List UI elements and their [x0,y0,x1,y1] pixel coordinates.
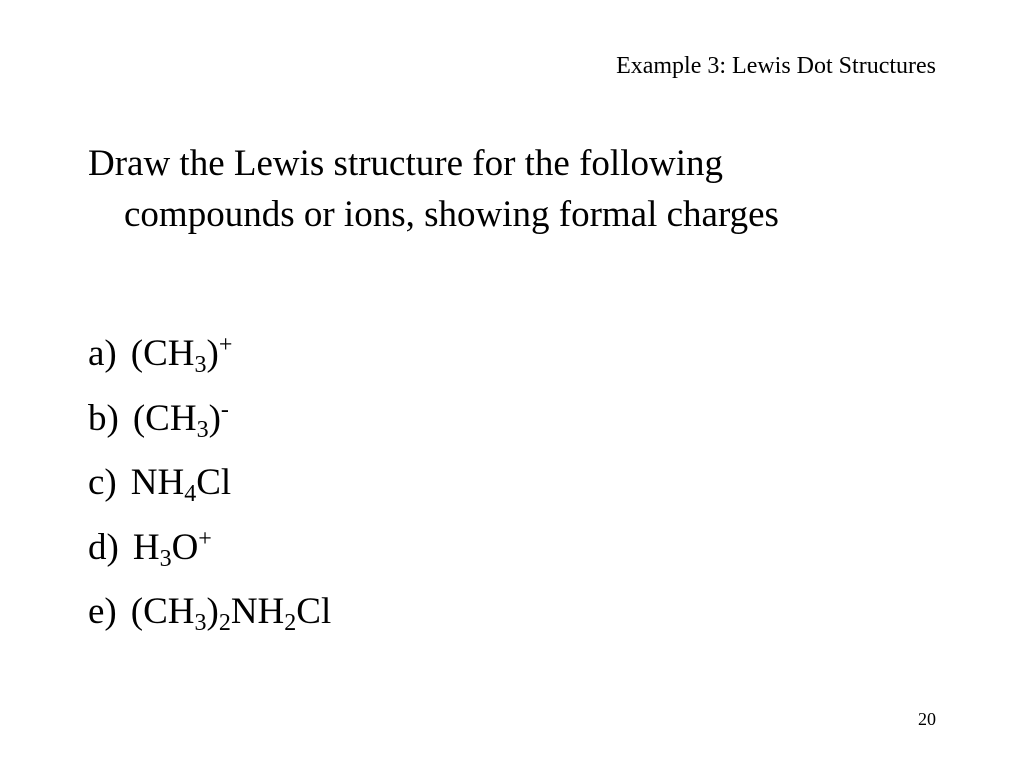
page-number: 20 [918,709,936,729]
compound-item-e [88,580,331,645]
formula-text: NH [230,591,285,632]
item-marker: c) [88,462,117,503]
formula-text: Cl [196,462,232,503]
chemical-formula [130,462,232,507]
formula-superscript: + [198,525,212,552]
compound-list [88,322,331,645]
item-marker: d) [88,526,119,568]
compound-item-d [88,516,331,581]
chemical-formula [132,396,229,443]
formula-text: (CH [130,591,195,632]
item-marker: a) [88,333,117,374]
formula-subscript: 3 [159,545,172,572]
formula-subscript: 4 [184,481,197,507]
slide-title: Example 3: Lewis Dot Structures [616,53,936,79]
compound-item-a [88,322,331,387]
formula-text: O [171,526,199,568]
formula-subscript: 2 [218,610,231,636]
formula-text: NH [130,462,185,503]
formula-superscript: + [218,332,233,358]
formula-text: ) [206,333,219,374]
formula-subscript: 3 [194,610,207,636]
formula-text: ) [206,591,219,632]
formula-subscript: 2 [284,610,297,636]
instruction-line-1: Draw the Lewis structure for the following [88,143,723,184]
formula-text: Cl [296,591,332,632]
formula-subscript: 3 [196,416,209,443]
compound-item-b [88,387,331,452]
item-marker: b) [88,397,119,439]
instruction-line-2: compounds or ions, showing formal charges [124,194,779,235]
item-marker: e) [88,591,117,632]
formula-text: ) [208,397,221,439]
formula-superscript: - [220,396,229,423]
formula-text: (CH [130,333,195,374]
formula-text: H [132,526,160,568]
compound-item-c [88,451,331,516]
instruction-text [88,138,968,240]
formula-subscript: 3 [194,352,207,378]
formula-text: (CH [132,397,197,439]
chemical-formula [130,332,233,378]
chemical-formula [132,525,212,572]
chemical-formula [130,591,332,636]
